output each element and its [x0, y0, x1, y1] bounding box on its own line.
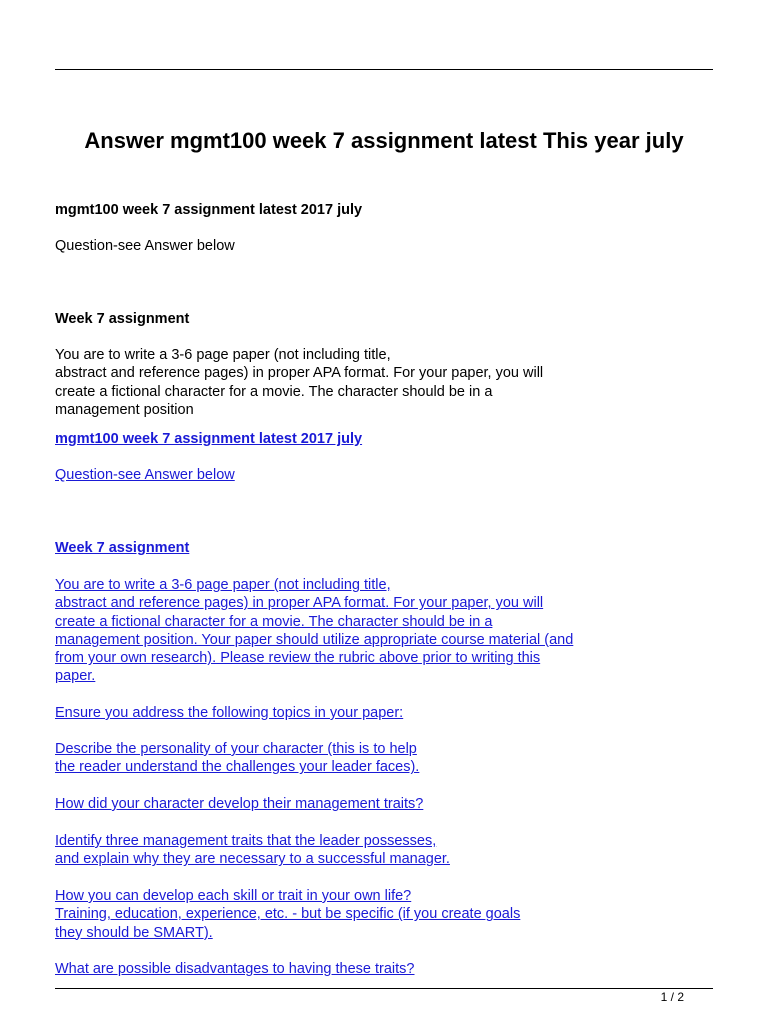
paragraph-line: create a fictional character for a movie. The character should be in a [55, 383, 493, 400]
subtitle-link[interactable]: mgmt100 week 7 assignment latest 2017 july [55, 431, 363, 447]
assignment-paragraph [55, 346, 675, 419]
paragraph-line: abstract and reference pages) in proper APA format. For your paper, you will [55, 365, 544, 382]
how-you-link-line[interactable]: How you can develop each skill or trait in your own life? [55, 888, 412, 904]
link-disadvantages-block [55, 960, 675, 978]
identify-link-line[interactable]: and explain why they are necessary to a successful manager. [55, 851, 450, 868]
document-title: Answer mgmt100 week 7 assignment latest This year july [84, 128, 684, 153]
paragraph-link-line[interactable]: management position. Your paper should utilize appropriate course material (and [55, 631, 574, 648]
paragraph-line: You are to write a 3-6 page paper (not including title, [55, 347, 391, 363]
week-heading-link[interactable]: Week 7 assignment [55, 540, 190, 556]
page-indicator: 1 / 2 [660, 990, 684, 1004]
question-line: Question-see Answer below [55, 238, 235, 254]
link-describe-block [55, 740, 675, 777]
link-ensure-block [55, 704, 675, 722]
paragraph-link-line[interactable]: create a fictional character for a movie. The character should be in a [55, 613, 493, 630]
identify-link-line[interactable]: Identify three management traits that the leader possesses, [55, 833, 437, 849]
how-you-link-line[interactable]: Training, education, experience, etc. - but be specific (if you create goals [55, 906, 521, 923]
link-how-you-block [55, 887, 675, 942]
top-rule [55, 69, 713, 70]
how-you-link-line[interactable]: they should be SMART). [55, 924, 213, 941]
bottom-rule [55, 988, 713, 989]
describe-link-line[interactable]: the reader understand the challenges your leader faces). [55, 759, 420, 776]
link-question-block [55, 466, 675, 484]
week-heading: Week 7 assignment [55, 311, 190, 327]
ensure-link[interactable]: Ensure you address the following topics in your paper: [55, 705, 404, 721]
subtitle: mgmt100 week 7 assignment latest 2017 july [55, 202, 363, 218]
paragraph-line: management position [55, 401, 194, 418]
paragraph-link-line[interactable]: paper. [55, 668, 96, 685]
how-develop-link[interactable]: How did your character develop their management traits? [55, 796, 424, 812]
disadvantages-link[interactable]: What are possible disadvantages to having these traits? [55, 961, 415, 977]
paragraph-link-line[interactable]: abstract and reference pages) in proper APA format. For your paper, you will [55, 595, 544, 612]
link-how-develop-block [55, 795, 675, 813]
question-link[interactable]: Question-see Answer below [55, 467, 235, 483]
link-subtitle-block [55, 430, 675, 448]
paragraph-link-line[interactable]: from your own research). Please review the rubric above prior to writing this [55, 650, 541, 667]
link-heading-block [55, 539, 675, 557]
link-identify-block [55, 832, 675, 869]
link-paragraph-block [55, 576, 675, 686]
paragraph-link-line[interactable]: You are to write a 3-6 page paper (not including title, [55, 577, 391, 593]
describe-link-line[interactable]: Describe the personality of your character (this is to help [55, 741, 417, 757]
